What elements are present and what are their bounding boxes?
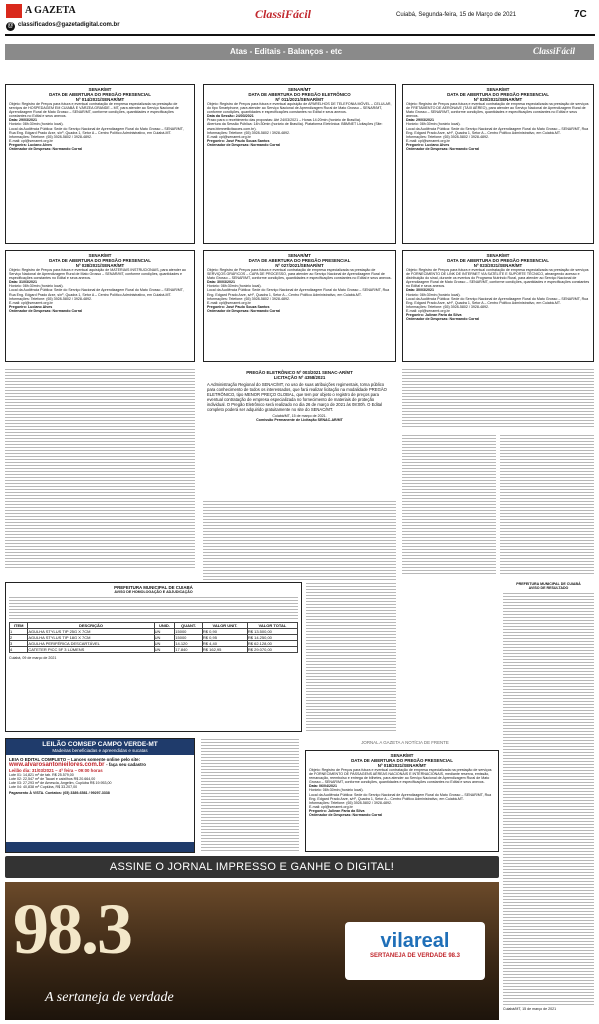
cell: R$ 13.500,00 <box>247 629 297 635</box>
notice-date: Data: 29/03/2021 <box>406 118 434 123</box>
notice-number: Nº 011/2021/SENAR/MT <box>275 97 324 102</box>
leilao-site-tail: - faça seu cadastro <box>106 762 146 767</box>
leilao-date: Leilão dia: 31/03/2021 – 4ª feira – 09:00 horas <box>9 768 103 773</box>
notice-pregoeiro: Pregoeiro: Luciano Alves <box>9 304 53 309</box>
legal-text-block-center <box>203 500 396 580</box>
notice-date: Data da Sessão: 24/03/2021 <box>207 114 254 119</box>
prefeitura-intro-text <box>9 596 298 620</box>
legal-text-block-lower-mid <box>201 738 299 853</box>
leilao-sub: Madeiras beneficiadas e apreendidas e sucatas <box>52 748 148 753</box>
notice-date: Data: 06/04/2021 <box>309 784 337 789</box>
col-header: UNID. <box>154 623 175 629</box>
legal-text-block-right-mid2 <box>500 434 594 574</box>
notice-email[interactable]: E-mail: cpl@senarmt.org.br <box>207 134 251 139</box>
notice-number: Nº 027/2021/SENAR/MT <box>275 263 324 268</box>
notice-org: SENAR/MT <box>288 253 311 258</box>
section-brand: ClassiFácil <box>533 46 576 56</box>
notice-box-5 <box>203 250 396 362</box>
notice-email[interactable]: E-mail: cpl@senarmt.org.br <box>309 804 353 809</box>
notice-object: Objeto: Registro de Preços para futura e eventual contratação de empresa especializada na prestação de serviços de FORNECIMENTO DE LINK DE INTERNET VIA SATÉLITE E SUPORTE TÉCNICO, abrangendo acesso e distribuição do sinal, durante os eventos do Programa Nutrindo Rural, para atender ao Serviço Nacional de Aprendizagem Rural de Mato Grosso – SENAR/MT, conforme condições, quantidades e especificações constantes no Edital e seus anexos. <box>406 268 590 289</box>
cell: AGULHA STYLUS TIP 25G X 7CM <box>28 629 154 635</box>
page-number: 7C <box>574 9 587 20</box>
notice-title: DATA DE ABERTURA DO PREGÃO PRESENCIAL <box>49 258 151 263</box>
notice-ordenador: Ordenador de Despesas: Normando Corral <box>9 308 83 313</box>
right-col-title: PREFEITURA MUNICIPAL DE CUIABÁ <box>516 582 581 586</box>
notice-time: Horário: 08h:30min (horário local). <box>9 284 64 289</box>
notice-object: Objeto: Registro de Preços para futura e eventual aquisição de MATERIAIS INSTRUCIONAIS, para atender ao Serviço Nacional de Aprendizagem Rural de Mato Grosso – SENAR/MT, conforme condições, quantidades e especificações constantes no Edital e seus anexos. <box>9 268 186 281</box>
cell: UN <box>154 635 175 641</box>
notice-pregoeiro: Pregoeiro: Juliean Faria da Silva <box>309 808 365 813</box>
notice-date: Data: 30/03/2021 <box>207 280 235 285</box>
notice-object: Objeto: Registro de Preços para futura e eventual contratação de empresa especializada na prestação de serviços de FORNECIMENTO DE PASSAGENS AÉREAS NACIONAIS E INTERNACIONAIS, mediante reserva, emissão, remarcação, reembolso e entrega de bilhetes, para atender ao Serviço Nacional de Aprendizagem Rural de Mato Grosso – SENAR/MT, conforme condições, quantidades e especificações constantes no Edital e seus anexos. <box>309 768 492 785</box>
leilao-footer-strip <box>6 842 194 852</box>
notice-pregoeiro: Pregoeira: Luciano Alves <box>9 142 53 147</box>
notice-title: DATA DE ABERTURA DO PREGÃO PRESENCIAL <box>49 92 151 97</box>
notice-time: Horário: 08h:30min (horário local). <box>406 292 461 297</box>
dateline: Cuiabá, Segunda-feira, 15 de Março de 2021 <box>396 12 517 18</box>
notice-box-1 <box>5 84 195 244</box>
notice-title: DATA DE ABERTURA DO PREGÃO PRESENCIAL <box>248 258 351 263</box>
notice-pregoeiro: Pregoeiro: Luciano Alves <box>406 142 450 147</box>
col-header: QUANT. <box>175 623 203 629</box>
cell: R$ 62.128,00 <box>247 641 297 647</box>
cell: UN <box>154 647 175 653</box>
notice-ordenador: Ordenador de Despesas: Normando Corral <box>9 147 83 152</box>
notice-info: Informações: Telefone: (65) 3928-5802 / 3928-4892. <box>406 304 490 309</box>
cell: AGULHA PERIFÉRICA DESCARTÁVEL <box>28 641 154 647</box>
notice-org: SENAR/MT <box>88 253 112 258</box>
notice-box-3 <box>402 84 594 244</box>
notice-info: Informações: Telefone: (65) 3928-5802 / 3928-4892. <box>309 800 393 805</box>
vilareal-sub: SERTANEJA DE VERDADE 98.3 <box>369 953 461 959</box>
notice-pregoeiro: Pregoeiro: José Paulo Souza Santos <box>207 304 270 309</box>
legal-text-block-mid2 <box>306 582 396 732</box>
cell: UN <box>154 629 175 635</box>
right-col-date: Cuiabá/MT, 15 de março de 2021 <box>503 1007 557 1012</box>
notice-info: Informações: Telefone: (65) 3928-5802 / 3928-4892. <box>9 296 93 301</box>
cell: 14.120 <box>175 641 203 647</box>
classificados-email[interactable]: classificados@gazetadigital.com.br <box>18 22 120 28</box>
notice-object: Objeto: Registro de Preços para futura e eventual contratação de empresa especializada na prestação de serviços de HOSPEDAGEM EM CUIABÁ E VÁRZEA GRANDE – MT, para atender ao Serviço Nacional de Aprendizagem Rural de Mato Grosso – SENAR/MT, conforme condições, quantidades e especificações constantes no Edital e seus anexos. <box>9 102 179 119</box>
section-title: Atas - Editais - Balanços - etc <box>230 47 343 56</box>
notice-title: DATA DE ABERTURA DO PREGÃO PRESENCIAL <box>447 258 549 263</box>
legal-text-block-left <box>5 368 195 568</box>
leilao-lot: Lote 01: 14,821 m³ de tab. R$ 25.579,00 <box>9 773 74 777</box>
notice-email[interactable]: E-mail: cpl@senarmt.org.br <box>9 138 53 143</box>
notice-ordenador: Ordenador de Despesas: Normando Corral <box>406 147 480 152</box>
prefeitura-title: PREFEITURA MUNICIPAL DE CUIABÁ <box>114 585 193 590</box>
notice-org: SENAR/MT <box>288 87 311 92</box>
notice-ordenador: Ordenador de Despesas: Normando Corral <box>309 813 383 818</box>
notice-date: Data: 31/03/2021 <box>9 280 37 285</box>
senac-notice <box>203 368 396 498</box>
notice-number: Nº 018/2021/SENAR/MT <box>377 763 427 768</box>
right-col-sub: AVISO DE RESULTADO <box>528 586 569 591</box>
cell: UN <box>154 641 175 647</box>
leilao-lot: Lote 02: 22,547 m³ de Tauari e caixilhos R$ 20.664,00 <box>9 777 96 782</box>
subscribe-banner[interactable] <box>5 856 499 878</box>
notice-number: Nº 014/2021/SENAR/MT <box>75 97 125 102</box>
table-row <box>10 647 298 653</box>
senac-sign: Cuiabá/MT, 15 de março de 2021. <box>272 414 327 418</box>
leilao-line1: LEIA O EDITAL COMPLETO – Lances somente online pelo site: <box>9 757 141 762</box>
cell: R$ 4,40 <box>202 641 247 647</box>
cell: R$ 14.250,00 <box>247 635 297 641</box>
notice-org: SENAR/MT <box>486 87 510 92</box>
notice-info: Informações: Telefone: (65) 3928-5802 / 3928-4892. <box>207 296 291 301</box>
leilao-header <box>6 739 194 755</box>
cell: 3 <box>10 641 28 647</box>
cell: 2 <box>10 635 28 641</box>
notice-location: Local da Audiência Pública: Sede do Serviço Nacional de Aprendizagem Rural do Mato Grosso – SENAR/MT, Rua Eng. Edgard Prado Arze, s/nº, Quadra 1, Setor A – Centro Político Administrativo, em Cuiabá-MT. <box>406 296 589 305</box>
vilareal-logo <box>345 922 485 980</box>
gazeta-logo-mark <box>6 4 22 18</box>
notice-object: Objeto: Registro de Preços para futura e eventual aquisição de APARELHOS DE TELEFONIA MÓVEL – CELULAR, do tipo Smartphone, para atender ao Serviço Nacional de Aprendizagem Rural de Mato Grosso – SENAR/MT, conforme condições, quantidades e especificações constantes no Edital e seus anexos. <box>207 102 392 115</box>
prefeitura-footer: Cuiabá, 09 de março de 2021 <box>9 656 57 661</box>
col-header: VALOR TOTAL <box>247 623 297 629</box>
notice-org: SENAR/MT <box>390 753 414 758</box>
notice-location: Local da Audiência Pública: Sede do Serviço Nacional de Aprendizagem Rural do Mato Grosso – SENAR/MT, Rua Eng. Edgard Prado Arze, s/nº, Quadra 1, Setor A – Centro Político Administrativo, em Cuiabá-MT. <box>207 288 390 297</box>
cell: AGULHA STYLUS TIP 18G X 7CM <box>28 635 154 641</box>
masthead-rule <box>5 34 595 36</box>
col-header: ITEM <box>10 623 28 629</box>
right-column-notice <box>503 582 594 1020</box>
notice-box-bottom <box>305 750 499 852</box>
senac-commission: Comissão Permanente de Licitação SENAC-AR/MT <box>256 418 343 423</box>
right-col-text <box>503 592 594 1007</box>
notice-location: Local da Audiência Pública: Sede do Serviço Nacional de Aprendizagem Rural do Mato Grosso – SENAR/MT, Rua Eng. Edgard Prado Arze, s/nº, Quadra 1, Setor A – Centro Político Administrativo, em Cuiabá-MT. <box>9 126 184 135</box>
cell: R$ 162,95 <box>202 647 247 653</box>
notice-email[interactable]: E-mail: cpl@senarmt.org.br <box>406 138 450 143</box>
legal-text-block-right-mid <box>402 434 496 574</box>
leilao-lot: Lote 03: 27,293 m³ de Amescla, Angelim, Cupiúba R$ 19.953,00 <box>9 781 112 786</box>
subscribe-text: ASSINE O JORNAL IMPRESSO E GANHE O DIGITAL! <box>109 861 395 873</box>
leilao-site-link[interactable]: www.alvarosantonieilores.com.br <box>9 762 105 768</box>
notice-box-6 <box>402 250 594 362</box>
cell: R$ 0,95 <box>202 635 247 641</box>
leilao-title: LEILÃO COMSEP CAMPO VERDE-MT <box>42 741 158 748</box>
notice-location: Local da Audiência Pública: Sede do Serviço Nacional de Aprendizagem Rural do Mato Grosso – SENAR/MT, Rua Eng. Edgard Prado Arze, s/nº, Quadra 1, Setor A – Centro Político Administrativo, em Cuiabá-MT. <box>406 126 589 135</box>
radio-ad <box>5 882 499 1020</box>
notice-ordenador: Ordenador de Despesas: Normando Corral <box>207 308 281 313</box>
vilareal-brand: vilareal <box>380 930 450 952</box>
classifacil-logo: ClassiFácil <box>255 7 312 21</box>
col-header: VALOR UNIT. <box>202 623 247 629</box>
notice-object: Objeto: Registro de Preços para futura e eventual contratação de empresa especializada na prestação de serviços de FRETAMENTO DE AERONAVE (TÁXI AÉREO), para atender ao Serviço Nacional de Aprendizagem Rural de Mato Grosso – SENAR/MT, conforme condições, quantidades e especificações constantes no Edital e seus anexos. <box>406 102 589 119</box>
section-bar <box>5 44 594 60</box>
notice-number: Nº 023/2021/SENAR/MT <box>473 263 523 268</box>
notice-email[interactable]: E-mail: cpl@senarmt.org.br <box>207 300 251 305</box>
notice-box-2 <box>203 84 396 244</box>
leilao-ad <box>5 738 195 853</box>
cell: 1 <box>10 629 28 635</box>
cell: 15000 <box>175 635 203 641</box>
notice-time: Horário: 08h:30min (horário local). <box>207 284 262 289</box>
results-table <box>9 622 298 653</box>
email-icon: @ <box>7 23 14 29</box>
legal-text-block-right-top <box>402 368 594 428</box>
notice-number: Nº 028/2021/SENAR/MT <box>75 263 125 268</box>
prefeitura-notice <box>5 582 302 732</box>
senac-title: PREGÃO ELETRÔNICO Nº 003/2021 SENAC-AR/MT <box>246 370 353 375</box>
leilao-lot: Lote 04: 40,838 m³ Cupiúba, R$ 33.207,00 <box>9 785 78 790</box>
notice-ordenador: Ordenador de Despesas: Normando Corral <box>406 317 480 322</box>
notice-info: Informações: Telefone: (65) 3928-5802 / 3928-4892. <box>9 134 93 139</box>
notice-pregoeiro: Pregoeiro: Juliean Faria da Silva <box>406 313 462 318</box>
cell: 17.840 <box>175 647 203 653</box>
notice-title: DATA DE ABERTURA DO PREGÃO PRESENCIAL <box>351 758 453 763</box>
notice-org: SENAR/MT <box>88 87 112 92</box>
cell: CATETER PICC 5F 3 LÚMENS <box>28 647 154 653</box>
notice-date: Data: 30/03/2021 <box>406 288 434 293</box>
notice-info: Informações: Telefone: (65) 3928-5802 / 3928-4892. <box>406 134 490 139</box>
senac-body: A Administração Regional do SENAC/MT, no uso de suas atribuições regimentais, torna público para conhecimento de todos os interessados, que fará realizar licitação na modalidade PREGÃO ELETRÔNICO, tipo MENOR PREÇO GLOBAL, que tem por objeto o registro de preços para eventual contratação de empresa especializada no fornecimento de materiais de proteção individual. O Pregão Eletrônico será realizado no dia 26 de março de 2021 às 08:00h. O Edital completo poderá ser adquirido gratuitamente no site do SENAC/MT. <box>207 382 387 412</box>
notice-title: DATA DE ABERTURA DO PREGÃO PRESENCIAL <box>447 92 549 97</box>
notice-number: Nº 020/2021/SENAR/MT <box>473 97 523 102</box>
notice-time: Horário: 08h:30min (horário local). <box>309 788 364 793</box>
notice-time: Horário: 08h:30min (horário local). <box>9 122 64 127</box>
cell: R$ 0,90 <box>202 629 247 635</box>
cell: 15000 <box>175 629 203 635</box>
leilao-contact: Pagamento À VISTA. Contatos: (65) 3389-6581 / 99297-3338 <box>9 791 110 796</box>
gazeta-logo: A GAZETA <box>25 5 76 16</box>
senac-sub: LICITAÇÃO Nº 4358/2021 <box>273 375 326 380</box>
notice-email[interactable]: E-mail: cpl@senarmt.org.br <box>406 308 450 313</box>
masthead <box>0 0 599 36</box>
notice-time: Prazo para o recebimento das propostas: Até 24/03/2021 – Horas 14:20min (horário de Brasília). <box>207 118 362 123</box>
notice-object: Objeto: Registro de Preços para futura e eventual contratação de empresa especializada na prestação de SERVIÇOS GRÁFICOS – CAPA DE PROCESSO, para atender ao Serviço Nacional de Aprendizagem Rural de Mato Grosso – SENAR/MT, conforme condições, quantidades e especificações constantes no Edital e seus anexos. <box>207 268 392 281</box>
notice-email[interactable]: E-mail: cpl@senarmt.org.br <box>9 300 53 305</box>
cell: 4 <box>10 647 28 653</box>
notice-box-4 <box>5 250 195 362</box>
notice-info: Informações: Telefone: (65) 3928-5802 / 3928-4892. <box>207 130 291 135</box>
notice-ordenador: Ordenador de Despesas: Normando Corral <box>207 142 281 147</box>
notice-pregoeiro: Pregoeiro: José Paulo Souza Santos <box>207 138 270 143</box>
notice-time: Horário: 08h:30min (horário local). <box>406 122 461 127</box>
notice-location: Local da Audiência Pública: Sede do Serviço Nacional de Aprendizagem Rural do Mato Grosso – SENAR/MT, Rua Eng. Edgard Prado Arze, s/nº, Quadra 1, Setor A – Centro Político Administrativo, em Cuiabá-MT. <box>309 792 492 801</box>
prefeitura-sub: AVISO DE HOMOLOGAÇÃO E ADJUDICAÇÃO <box>114 590 193 594</box>
col-header: DESCRIÇÃO <box>28 623 154 629</box>
notice-date: Data: 29/03/2021 <box>9 118 37 123</box>
cell: R$ 29.070,00 <box>247 647 297 653</box>
radio-frequency: 98.3 <box>13 889 131 969</box>
notice-location: Abertura da Sessão Pública: 14h:30min (horário de Brasília). Plataforma Eletrônica: BBMNET Licitações (Site: www.bbmnetlicitacoes.com.br). <box>207 122 383 131</box>
notice-title: DATA DE ABERTURA DO PREGÃO ELETRÔNICO <box>248 92 351 97</box>
radio-tagline: A sertaneja de verdade <box>45 990 174 1005</box>
notice-location: Local da Audiência Pública: Sede do Serviço Nacional de Aprendizagem Rural do Mato Grosso – SENAR/MT, Rua Eng. Edgard Prado Arze, s/nº, Quadra 1, Setor A – Centro Político Administrativo, em Cuiabá-MT. <box>9 288 184 297</box>
jornal-label: JORNAL A GAZETA A NOTÍCIA DE FRENTE <box>361 740 449 745</box>
notice-org: SENAR/MT <box>486 253 510 258</box>
